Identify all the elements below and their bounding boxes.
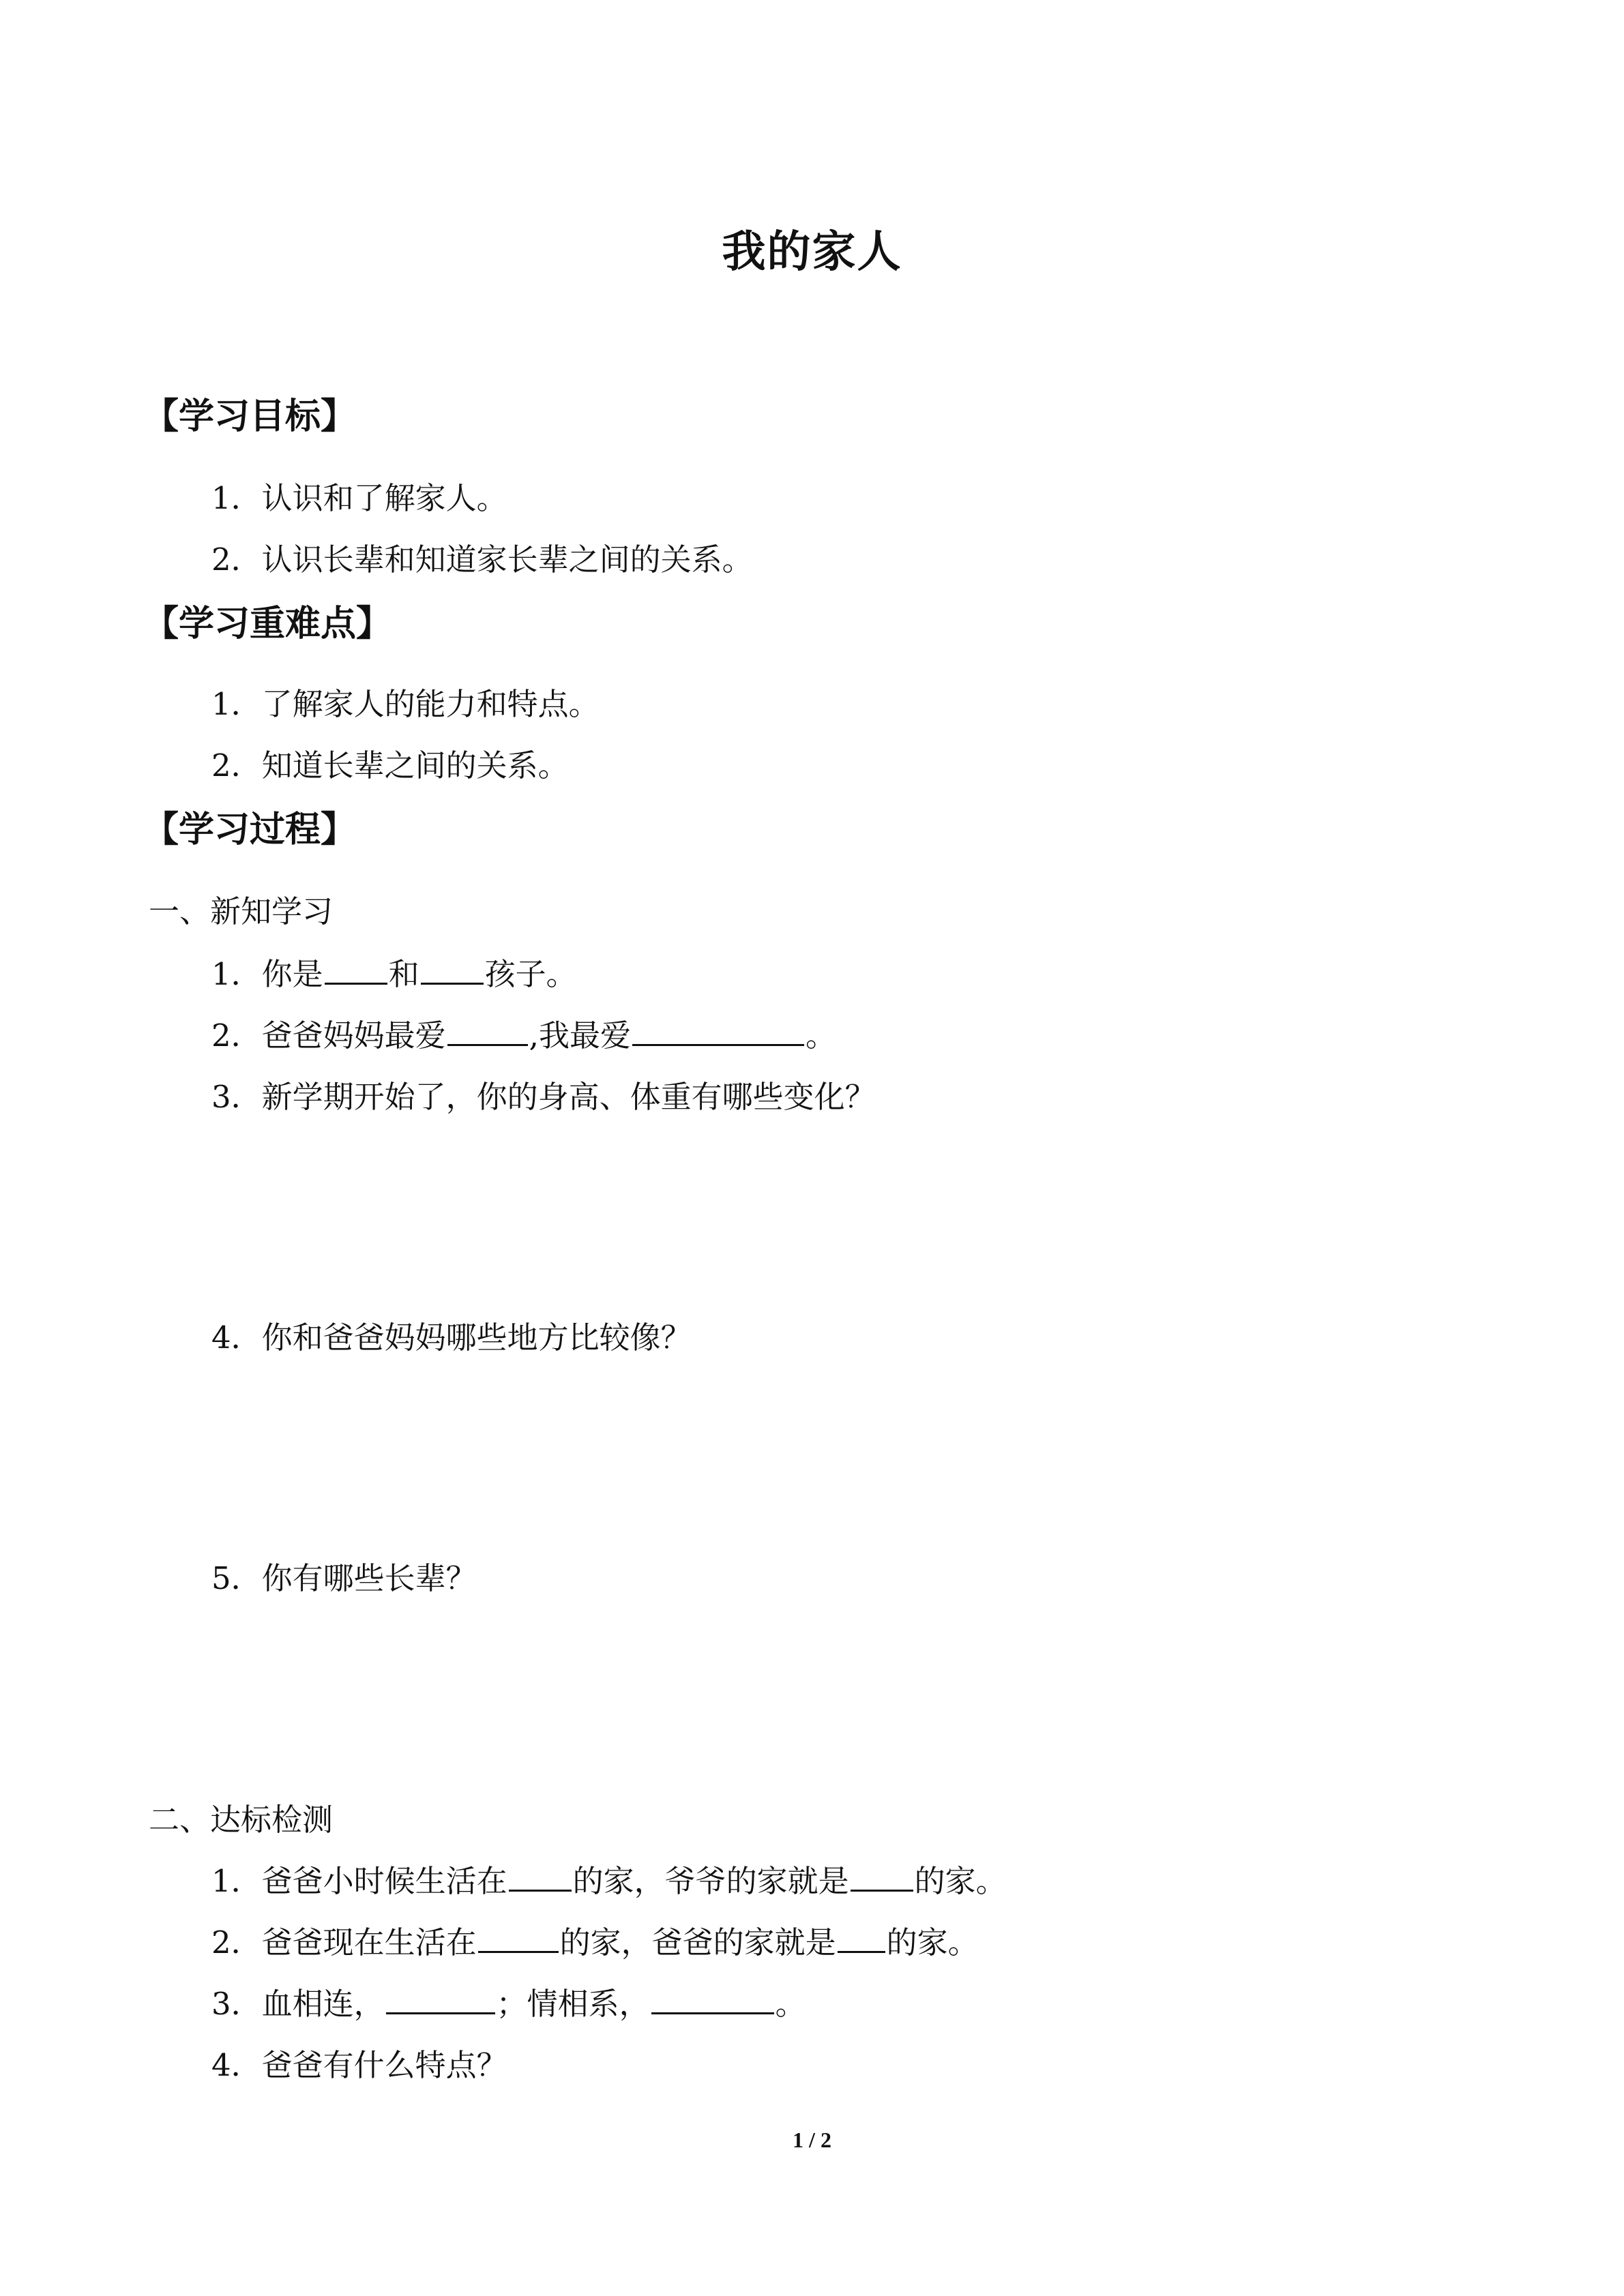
goal-item-1: 1．认识和了解家人。 [211,480,507,516]
section-heading-goals: 【学习目标】 [143,396,357,437]
fill-blank[interactable] [478,1920,559,1953]
fill-blank[interactable] [386,1982,495,2014]
part2-question-2 [211,1918,979,1962]
question-text: 3．血相连， [211,1986,385,2022]
question-text: ,我最爱 [529,1017,631,1054]
part2-heading: 二、达标检测 [149,1802,334,1838]
section-heading-key-points: 【学习重难点】 [143,603,392,644]
page-number: 1 / 2 [793,2128,831,2152]
fill-blank[interactable] [651,1982,774,2014]
fill-blank[interactable] [509,1859,572,1892]
question-text: 1．爸爸小时候生活在 [211,1863,507,1899]
part1-question-4: 4．你和爸爸妈妈哪些地方比较像？ [211,1320,692,1356]
question-text: 2．爸爸妈妈最爱 [211,1017,446,1054]
key-point-item-2: 2．知道长辈之间的关系。 [211,747,569,784]
question-text: 2．爸爸现在生活在 [211,1924,477,1960]
part2-question-4: 4．爸爸有什么特点？ [211,2047,507,2083]
fill-blank[interactable] [632,1013,804,1046]
section-heading-process: 【学习过程】 [143,809,357,850]
fill-blank[interactable] [421,952,484,985]
key-point-item-1: 1．了解家人的能力和特点。 [211,686,600,722]
part2-question-3 [211,1979,806,2023]
goal-item-2: 2．认识长辈和知道家长辈之间的关系。 [211,541,753,578]
page-title: 我的家人 [722,227,902,278]
question-text: 孩子。 [484,956,577,992]
fill-blank[interactable] [838,1920,885,1953]
part2-question-1 [211,1856,1007,1900]
part1-question-3: 3．新学期开始了，你的身高、体重有哪些变化？ [211,1079,876,1115]
question-text: 1．你是 [211,956,323,992]
question-text: 的家，爷爷的家就是 [572,1863,849,1899]
fill-blank[interactable] [325,952,387,985]
part1-heading: 一、新知学习 [149,893,334,929]
part1-question-2 [211,1011,836,1055]
part1-question-1 [211,949,577,994]
fill-blank[interactable] [851,1859,913,1892]
question-text: 和 [388,956,419,992]
question-text: 。 [775,1986,806,2022]
question-text: 的家。 [914,1863,1007,1899]
question-text: 的家，爸爸的家就是 [559,1924,836,1960]
question-text: 的家。 [886,1924,979,1960]
question-text: 。 [805,1017,836,1054]
fill-blank[interactable] [447,1013,528,1046]
part1-question-5: 5．你有哪些长辈？ [211,1560,477,1596]
question-text: ；情相系， [496,1986,650,2022]
